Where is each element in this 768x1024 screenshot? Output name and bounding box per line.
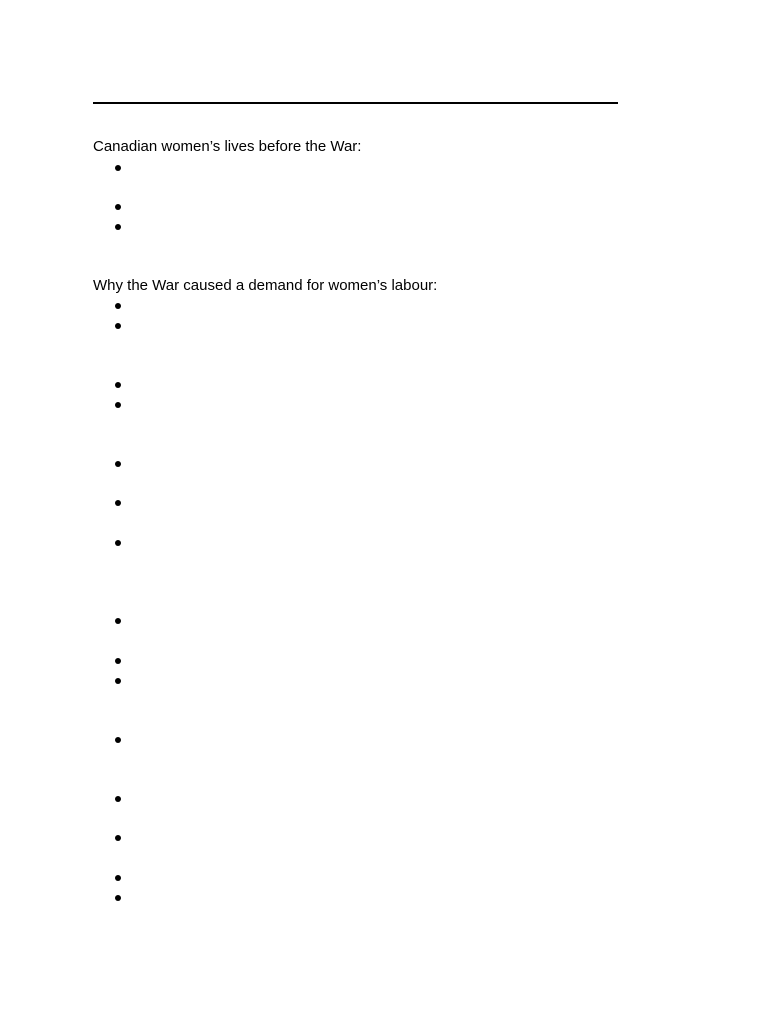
bullet-point: [115, 204, 121, 210]
bullet-point: [115, 461, 121, 467]
bullet-point: [115, 224, 121, 230]
bullet-point: [115, 875, 121, 881]
bullet-point: [115, 382, 121, 388]
title-underline: [93, 102, 618, 104]
bullet-point: [115, 303, 121, 309]
bullet-point: [115, 658, 121, 664]
bullet-point: [115, 165, 121, 171]
bullet-point: [115, 500, 121, 506]
bullet-point: [115, 618, 121, 624]
bullet-point: [115, 678, 121, 684]
section-heading-before-war: Canadian women’s lives before the War:: [93, 138, 362, 155]
bullet-point: [115, 402, 121, 408]
bullet-point: [115, 835, 121, 841]
section-heading-demand-for-labour: Why the War caused a demand for women’s labour:: [93, 277, 438, 294]
bullet-point: [115, 796, 121, 802]
bullet-point: [115, 540, 121, 546]
bullet-point: [115, 323, 121, 329]
bullet-point: [115, 895, 121, 901]
bullet-point: [115, 737, 121, 743]
